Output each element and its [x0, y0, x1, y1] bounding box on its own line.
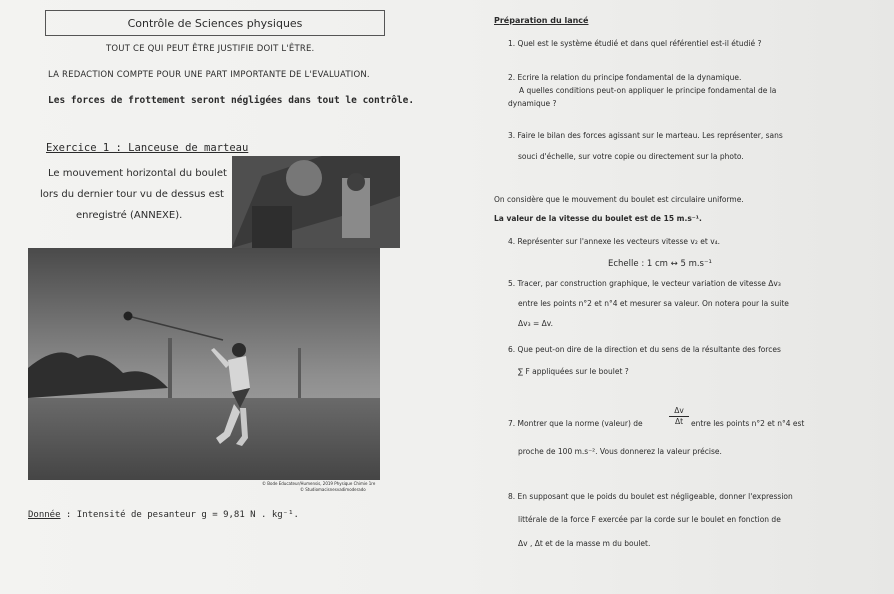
question-5c: Δv₃ = Δv.	[518, 319, 553, 328]
question-6a: 6. Que peut-on dire de la direction et du sens de la résultante des forces	[508, 345, 781, 354]
question-8a: 8. En supposant que le poids du boulet est négligeable, donner l'expression	[508, 492, 793, 501]
exercise-intro-1: Le mouvement horizontal du boulet	[48, 168, 227, 179]
question-5a: 5. Tracer, par construction graphique, le vecteur variation de vitesse Δv₃	[508, 279, 781, 288]
photo-credit-2: © Studiomacisnesvadimoderado	[300, 487, 366, 492]
data-label: Donnée	[28, 510, 61, 520]
inset-photo-spectator	[232, 156, 400, 248]
q7-fraction-numerator: Δv	[669, 406, 689, 417]
question-5b: entre les points n°2 et n°4 et mesurer sa valeur. On notera pour la suite	[518, 299, 789, 308]
instruction-justify: TOUT CE QUI PEUT ÊTRE JUSTIFIE DOIT L'ÊTRE.	[106, 44, 315, 54]
hammer-thrower-photo	[28, 248, 380, 480]
q7-fraction	[669, 406, 689, 427]
hypothesis-speed: La valeur de la vitesse du boulet est de 15 m.s⁻¹.	[494, 214, 702, 223]
question-6b: ∑ F appliquées sur le boulet ?	[518, 367, 629, 376]
instruction-friction: Les forces de frottement seront négligées dans tout le contrôle.	[48, 95, 415, 106]
data-line	[28, 510, 299, 520]
hypothesis-circular: On considère que le mouvement du boulet est circulaire uniforme.	[494, 195, 744, 204]
question-8c: Δv , Δt et de la masse m du boulet.	[518, 539, 651, 548]
q7-fraction-denominator: Δt	[674, 417, 684, 426]
question-8b: littérale de la force F exercée par la corde sur le boulet en fonction de	[518, 515, 781, 524]
question-2b: A quelles conditions peut-on appliquer le principe fondamental de la	[519, 86, 777, 95]
photo-credit-1: © Bode Educateur/Humensis, 2019 Physique Chimie 1re	[262, 481, 376, 486]
question-1: 1. Quel est le système étudié et dans quel référentiel est-il étudié ?	[508, 39, 762, 48]
exercise-intro-3: enregistré (ANNEXE).	[76, 210, 183, 221]
instruction-redaction: LA REDACTION COMPTE POUR UNE PART IMPORTANTE DE L'EVALUATION.	[48, 70, 370, 80]
scale-text: Echelle : 1 cm ↔ 5 m.s⁻¹	[608, 259, 712, 269]
exercise-title: Exercice 1 : Lanceuse de marteau	[46, 142, 249, 154]
section-title: Préparation du lancé	[494, 16, 589, 25]
question-3b: souci d'échelle, sur votre copie ou directement sur la photo.	[518, 152, 744, 161]
question-7c: proche de 100 m.s⁻². Vous donnerez la valeur précise.	[518, 447, 722, 456]
question-7a: 7. Montrer que la norme (valeur) de	[508, 419, 643, 428]
question-3a: 3. Faire le bilan des forces agissant sur le marteau. Les représenter, sans	[508, 131, 783, 140]
page-title-box	[45, 10, 385, 36]
data-text: : Intensité de pesanteur g = 9,81 N . kg⁻¹.	[60, 510, 299, 520]
question-2a: 2. Ecrire la relation du principe fondamental de la dynamique.	[508, 73, 742, 82]
exercise-intro-2: lors du dernier tour vu de dessus est	[40, 189, 224, 200]
page-title: Contrôle de Sciences physiques	[127, 16, 303, 30]
question-2c: dynamique ?	[508, 99, 557, 108]
question-4: 4. Représenter sur l'annexe les vecteurs vitesse v₂ et v₄.	[508, 237, 721, 246]
question-7b: entre les points n°2 et n°4 est	[691, 419, 805, 428]
